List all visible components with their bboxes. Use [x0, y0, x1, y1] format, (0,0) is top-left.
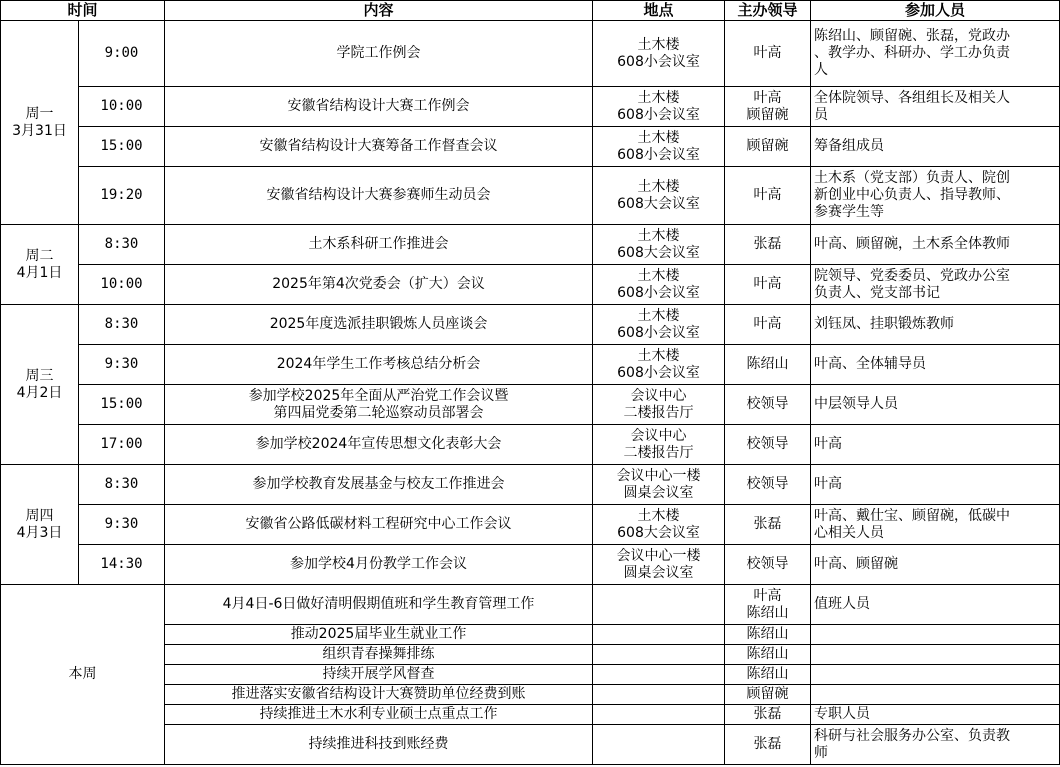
event-people: [811, 265, 1060, 305]
task-place: [593, 725, 725, 765]
content-line: 参加学校2024年宣传思想文化表彰大会: [255, 436, 502, 452]
event-people: [811, 545, 1060, 585]
task-people: [811, 725, 1060, 765]
content-line: 参加学校4月份教学工作会议: [290, 556, 467, 572]
event-place: [593, 345, 725, 385]
leader-line: 张磊: [753, 736, 782, 752]
leader-line: 叶高: [753, 587, 782, 604]
place-line: 土木楼: [637, 307, 680, 324]
content-line: 2025年度选派挂职锻炼人员座谈会: [269, 316, 488, 332]
event-people: [811, 425, 1060, 465]
leader-line: 顾留碗: [746, 138, 789, 154]
leader-line: 叶高: [753, 89, 782, 106]
task-leader: [725, 685, 811, 705]
event-place: [593, 505, 725, 545]
task-content: [165, 685, 593, 705]
week-task-row: [1, 585, 1060, 625]
task-people: [811, 645, 1060, 665]
day-cell: [1, 225, 79, 305]
people-line: 中层领导人员: [814, 396, 899, 412]
leader-line: 张磊: [753, 516, 782, 532]
event-place: [593, 87, 725, 127]
place-line: 土木楼: [637, 89, 680, 106]
event-time: 10:00: [79, 265, 165, 305]
task-people: [811, 625, 1060, 645]
event-time: 10:00: [79, 87, 165, 127]
place-line: 608大会议室: [617, 195, 700, 212]
event-time: 14:30: [79, 545, 165, 585]
event-place: [593, 385, 725, 425]
people-line: 叶高: [814, 436, 843, 452]
people-line: 陈绍山、顾留碗、张磊，党政办: [814, 28, 1011, 44]
people-line: 全体院领导、各组组长及相关人: [814, 89, 1011, 106]
place-line: 土木楼: [637, 178, 680, 195]
task-leader: [725, 585, 811, 625]
place-line: 土木楼: [637, 227, 680, 244]
place-line: 土木楼: [637, 507, 680, 524]
content-line: 参加学校2025年全面从严治党工作会议暨: [248, 387, 509, 404]
content-line: 4月4日-6日做好清明假期值班和学生教育管理工作: [222, 596, 535, 612]
task-people: [811, 705, 1060, 725]
event-place: [593, 305, 725, 345]
day-label: 周一: [25, 105, 54, 122]
event-time: 9:30: [79, 345, 165, 385]
people-line: 科研与社会服务办公室、负责教: [814, 727, 1011, 744]
content-line: 安徽省结构设计大赛参赛师生动员会: [266, 187, 491, 203]
event-leader: [725, 21, 811, 87]
content-line: 推进落实安徽省结构设计大赛赞助单位经费到账: [231, 686, 526, 702]
day-cell: [1, 465, 79, 585]
event-place: [593, 167, 725, 225]
people-line: 新创业中心负责人、指导教师、: [814, 187, 1011, 203]
event-content: [165, 465, 593, 505]
event-content: [165, 345, 593, 385]
event-time: 8:30: [79, 305, 165, 345]
event-people: [811, 305, 1060, 345]
event-row: [1, 465, 1060, 505]
event-time: 15:00: [79, 385, 165, 425]
event-leader: [725, 345, 811, 385]
place-line: 608小会议室: [617, 106, 700, 123]
leader-line: 陈绍山: [746, 356, 789, 372]
event-leader: [725, 87, 811, 127]
place-line: 608小会议室: [617, 146, 700, 163]
event-time: 9:30: [79, 505, 165, 545]
leader-line: 顾留碗: [746, 106, 789, 123]
people-line: 参赛学生等: [814, 204, 885, 220]
place-line: 圆桌会议室: [623, 484, 694, 501]
header-leader: 主办领导: [725, 1, 811, 21]
event-leader: [725, 425, 811, 465]
place-line: 会议中心一楼: [616, 547, 701, 564]
event-content: [165, 265, 593, 305]
event-row: [1, 345, 1060, 385]
people-line: 刘钰凤、挂职锻炼教师: [814, 316, 955, 332]
leader-line: 校领导: [746, 396, 789, 412]
place-line: 二楼报告厅: [623, 404, 694, 421]
event-content: [165, 425, 593, 465]
event-place: [593, 265, 725, 305]
event-leader: [725, 265, 811, 305]
place-line: 会议中心: [630, 387, 687, 404]
task-content: [165, 665, 593, 685]
day-cell: [1, 305, 79, 465]
day-cell: [1, 21, 79, 225]
leader-line: 张磊: [753, 706, 782, 722]
event-time: 8:30: [79, 465, 165, 505]
content-line: 参加学校教育发展基金与校友工作推进会: [252, 476, 505, 492]
day-label: 周二: [25, 247, 54, 264]
event-place: [593, 465, 725, 505]
event-leader: [725, 305, 811, 345]
people-line: 叶高、顾留碗: [814, 556, 899, 572]
place-line: 会议中心: [630, 427, 687, 444]
day-date: 4月2日: [16, 384, 63, 401]
day-label: 周三: [25, 367, 54, 384]
event-content: [165, 87, 593, 127]
content-line: 2024年学生工作考核总结分析会: [276, 356, 481, 372]
task-place: [593, 665, 725, 685]
task-place: [593, 625, 725, 645]
task-people: [811, 585, 1060, 625]
event-people: [811, 385, 1060, 425]
people-line: 师: [814, 744, 829, 761]
task-content: [165, 625, 593, 645]
event-people: [811, 21, 1060, 87]
event-leader: [725, 505, 811, 545]
week-label-cell: 本周: [1, 585, 165, 765]
place-line: 会议中心一楼: [616, 467, 701, 484]
leader-line: 叶高: [753, 276, 782, 292]
place-line: 二楼报告厅: [623, 444, 694, 461]
event-time: 15:00: [79, 127, 165, 167]
task-leader: [725, 645, 811, 665]
event-row: [1, 225, 1060, 265]
task-place: [593, 705, 725, 725]
event-people: [811, 127, 1060, 167]
event-content: [165, 305, 593, 345]
people-line: 院领导、党委委员、党政办公室: [814, 267, 1011, 284]
place-line: 608小会议室: [617, 364, 700, 381]
leader-line: 张磊: [753, 236, 782, 252]
task-content: [165, 705, 593, 725]
content-line: 2025年第4次党委会（扩大）会议: [272, 276, 485, 292]
event-time: 19:20: [79, 167, 165, 225]
place-line: 土木楼: [637, 129, 680, 146]
content-line: 安徽省公路低碳材料工程研究中心工作会议: [245, 516, 512, 532]
task-leader: [725, 665, 811, 685]
task-content: [165, 645, 593, 665]
event-row: [1, 87, 1060, 127]
event-people: [811, 465, 1060, 505]
task-content: [165, 585, 593, 625]
task-leader: [725, 725, 811, 765]
people-line: 叶高、顾留碗，土木系全体教师: [814, 236, 1011, 252]
content-line: 土木系科研工作推进会: [308, 236, 449, 252]
event-row: [1, 385, 1060, 425]
event-content: [165, 167, 593, 225]
event-leader: [725, 545, 811, 585]
leader-line: 陈绍山: [746, 626, 789, 642]
event-time: 9:00: [79, 21, 165, 87]
people-line: 人: [814, 62, 829, 78]
people-line: 叶高、全体辅导员: [814, 356, 927, 372]
header-content: 内容: [165, 1, 593, 21]
place-line: 圆桌会议室: [623, 564, 694, 581]
content-line: 组织青春操舞排练: [322, 646, 435, 662]
event-place: [593, 225, 725, 265]
leader-line: 陈绍山: [746, 604, 789, 621]
place-line: 土木楼: [637, 267, 680, 284]
event-place: [593, 545, 725, 585]
event-content: [165, 545, 593, 585]
people-line: 专职人员: [814, 706, 871, 722]
event-row: [1, 21, 1060, 87]
content-line: 学院工作例会: [336, 45, 421, 61]
leader-line: 顾留碗: [746, 686, 789, 702]
place-line: 608大会议室: [617, 524, 700, 541]
place-line: 608大会议室: [617, 244, 700, 261]
task-place: [593, 645, 725, 665]
event-leader: [725, 465, 811, 505]
task-place: [593, 685, 725, 705]
leader-line: 陈绍山: [746, 646, 789, 662]
event-people: [811, 505, 1060, 545]
day-date: 3月31日: [12, 122, 67, 139]
people-line: 员: [814, 106, 829, 123]
task-leader: [725, 625, 811, 645]
task-people: [811, 685, 1060, 705]
event-leader: [725, 127, 811, 167]
event-people: [811, 167, 1060, 225]
leader-line: 陈绍山: [746, 666, 789, 682]
day-label: 周四: [25, 507, 54, 524]
event-people: [811, 225, 1060, 265]
event-place: [593, 127, 725, 167]
event-time: 17:00: [79, 425, 165, 465]
event-people: [811, 87, 1060, 127]
event-content: [165, 505, 593, 545]
event-leader: [725, 167, 811, 225]
leader-line: 叶高: [753, 316, 782, 332]
leader-line: 叶高: [753, 45, 782, 61]
event-content: [165, 225, 593, 265]
header-people: 参加人员: [811, 1, 1060, 21]
header-place: 地点: [593, 1, 725, 21]
day-date: 4月3日: [16, 524, 63, 541]
event-row: [1, 167, 1060, 225]
people-line: 叶高、戴仕宝、顾留碗，低碳中: [814, 507, 1011, 524]
place-line: 土木楼: [637, 347, 680, 364]
event-content: [165, 127, 593, 167]
header-time: 时间: [1, 1, 165, 21]
people-line: 叶高: [814, 476, 843, 492]
content-line: 推动2025届毕业生就业工作: [290, 626, 467, 642]
event-row: [1, 425, 1060, 465]
task-content: [165, 725, 593, 765]
event-row: [1, 265, 1060, 305]
event-place: [593, 425, 725, 465]
people-line: 心相关人员: [814, 524, 885, 541]
event-row: [1, 127, 1060, 167]
content-line: 安徽省结构设计大赛工作例会: [287, 98, 470, 114]
leader-line: 校领导: [746, 476, 789, 492]
leader-line: 校领导: [746, 436, 789, 452]
task-leader: [725, 705, 811, 725]
task-people: [811, 665, 1060, 685]
place-line: 土木楼: [637, 36, 680, 53]
people-line: 、教学办、科研办、学工办负责: [814, 45, 1011, 61]
content-line: 持续开展学风督查: [322, 666, 435, 682]
leader-line: 校领导: [746, 556, 789, 572]
place-line: 608小会议室: [617, 284, 700, 301]
event-row: [1, 305, 1060, 345]
event-leader: [725, 385, 811, 425]
content-line: 持续推进土木水利专业硕士点重点工作: [259, 706, 498, 722]
leader-line: 叶高: [753, 187, 782, 203]
people-line: 筹备组成员: [814, 138, 885, 154]
content-line: 安徽省结构设计大赛筹备工作督查会议: [259, 138, 498, 154]
content-line: 持续推进科技到账经费: [308, 736, 449, 752]
event-leader: [725, 225, 811, 265]
event-row: [1, 505, 1060, 545]
event-time: 8:30: [79, 225, 165, 265]
day-date: 4月1日: [16, 264, 63, 281]
place-line: 608小会议室: [617, 53, 700, 70]
event-content: [165, 385, 593, 425]
people-line: 土木系（党支部）负责人、院创: [814, 170, 1011, 186]
header-row: [1, 1, 1060, 21]
event-row: [1, 545, 1060, 585]
place-line: 608小会议室: [617, 324, 700, 341]
event-place: [593, 21, 725, 87]
event-people: [811, 345, 1060, 385]
people-line: 值班人员: [814, 596, 871, 612]
task-place: [593, 585, 725, 625]
content-line: 第四届党委第二轮巡察动员部署会: [273, 404, 484, 421]
event-content: [165, 21, 593, 87]
people-line: 负责人、党支部书记: [814, 284, 941, 301]
